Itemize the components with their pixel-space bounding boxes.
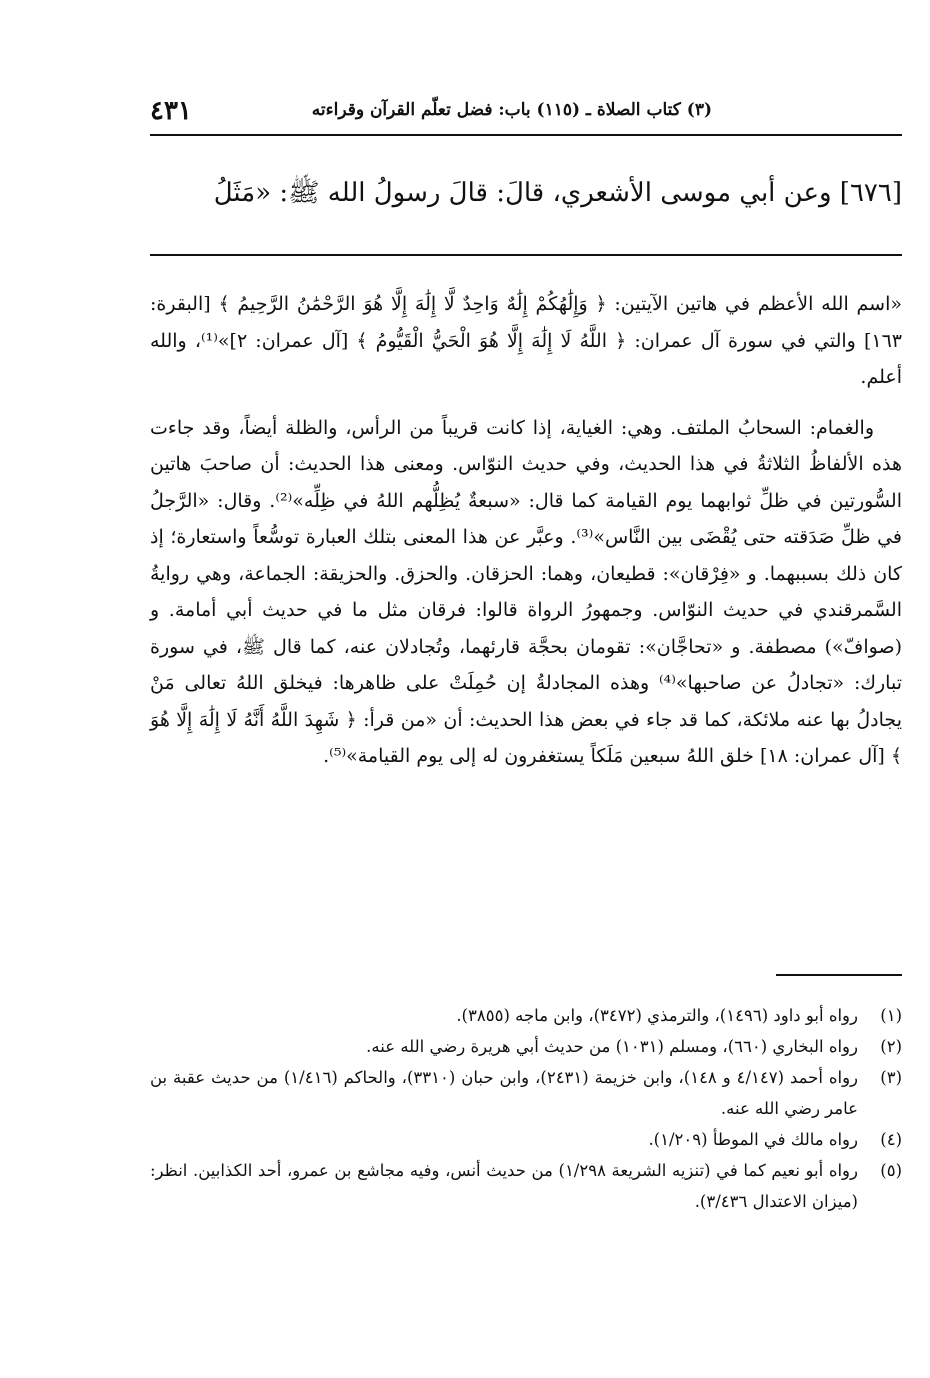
running-header bbox=[150, 96, 902, 136]
footnote-number: (٤) bbox=[880, 1130, 902, 1149]
footnote-number: (٢) bbox=[880, 1037, 902, 1056]
footnote-text: رواه أحمد (٤/١٤٧ و ١٤٨)، وابن خزيمة (٢٤٣١)، وابن حبان (٣٣١٠)، والحاكم (١/٤١٦) من حديث عقبة بن عامر رضي الله عنه. bbox=[150, 1068, 859, 1118]
footnote bbox=[150, 1062, 902, 1124]
footnote-number: (٥) bbox=[880, 1161, 902, 1180]
hadith-separator bbox=[150, 254, 902, 256]
footnote-text: رواه أبو داود (١٤٩٦)، والترمذي (٣٤٧٢)، وابن ماجه (٣٨٥٥). bbox=[456, 1006, 858, 1025]
footnote bbox=[150, 1031, 902, 1062]
footnote bbox=[150, 1000, 902, 1031]
commentary-paragraph: والغمام: السحابُ الملتف. وهي: الغياية، إذا كانت قريباً من الرأس، والظلة أيضاً، وقد جاءت هذه الألفاظُ الثلاثةُ في هذا الحديث، وفي حديث النوّاس. ومعنى هذا الحديث: أن صاحبَ هاتين السُّورتين في ظلِّ ثوابهما يوم القيامة كما قال: «سبعةٌ يُظِلُّهم اللهُ في ظِلِّه»⁽²⁾. وقال: «الرَّجلُ في ظلِّ صَدَقته حتى يُقْضَى بين النَّاس»⁽³⁾. وعبَّر عن هذا المعنى بتلك العبارة توسُّعاً واستعارة؛ إذ كان ذلك بسببهما. و «فِرْقان»: قطيعان، وهما: الحزقان. والحزق. والحزيقة: الجماعة، وهي روايةُ السَّمرقندي في حديث النوّاس. وجمهورُ الرواة قالوا: فرقان مثل ما في حديث أبي أمامة. و (صوافّ») مصطفة. و «تحاجَّان»: تقومان بحجَّة قارئهما، وتُجادلان عنه، كما قال ﷺ، في سورة تبارك: «تجادلُ عن صاحبها»⁽⁴⁾ وهذه المجادلةُ إن حُمِلَتْ على ظاهرها: فيخلق اللهُ تعالى مَنْ يجادلُ بها عنه ملائكة، كما قد جاء في بعض هذا الحديث: أن «من قرأ: ﴿ شَهِدَ اللَّهُ أَنَّهُ لَا إِلَٰهَ إِلَّا هُوَ ﴾ [آل عمران: ١٨] خلق اللهُ سبعين مَلَكاً يستغفرون له إلى يوم القيامة»⁽⁵⁾. bbox=[150, 416, 902, 767]
footnote-text: رواه البخاري (٦٦٠)، ومسلم (١٠٣١) من حديث أبي هريرة رضي الله عنه. bbox=[366, 1037, 858, 1056]
footnote-text: رواه مالك في الموطأ (١/٢٠٩). bbox=[648, 1130, 858, 1149]
commentary bbox=[150, 286, 902, 789]
footnote bbox=[150, 1124, 902, 1155]
chapter-title: (٣) كتاب الصلاة ـ (١١٥) باب: فضل تعلّم القرآن وقراءته bbox=[311, 100, 712, 120]
header-rule bbox=[150, 134, 902, 136]
commentary-paragraph: «اسم الله الأعظم في هاتين الآيتين: ﴿ وَإِلَٰهُكُمْ إِلَٰهٌ وَاحِدٌ لَّا إِلَٰهَ إِلَّا هُوَ الرَّحْمَٰنُ الرَّحِيمُ ﴾ [البقرة: ١٦٣] والتي في سورة آل عمران: ﴿ اللَّهُ لَا إِلَٰهَ إِلَّا هُوَ الْحَيُّ الْقَيُّومُ ﴾ [آل عمران: ٢]»⁽¹⁾، والله أعلم. bbox=[150, 293, 902, 388]
footnote-number: (١) bbox=[880, 1006, 902, 1025]
footnotes bbox=[150, 1000, 902, 1217]
page-number: ٤٣١ bbox=[150, 96, 192, 126]
footnote bbox=[150, 1155, 902, 1217]
footnote-separator bbox=[776, 974, 902, 976]
footnote-text: رواه أبو نعيم كما في (تنزيه الشريعة ١/٢٩٨) من حديث أنس، وفيه مجاشع بن عمرو، أحد الكذابين. انظر: (ميزان الاعتدال ٣/٤٣٦). bbox=[150, 1161, 858, 1211]
book-page bbox=[150, 0, 902, 1378]
footnote-number: (٣) bbox=[880, 1068, 902, 1087]
hadith-text: [٦٧٦] وعن أبي موسى الأشعري، قالَ: قالَ رسولُ الله ﷺ: «مَثَلُ bbox=[213, 178, 902, 208]
